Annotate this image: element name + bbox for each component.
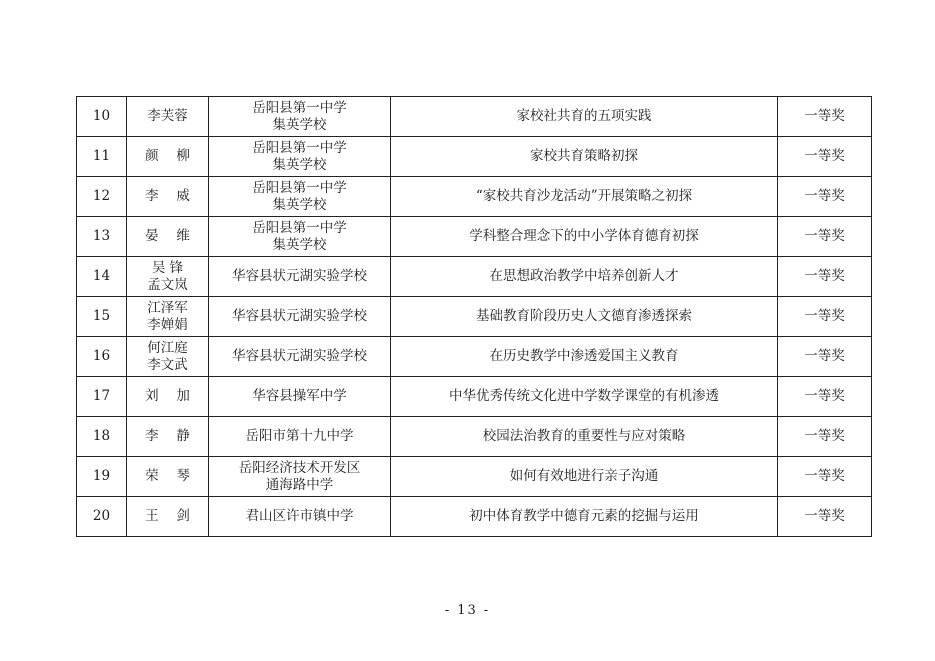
table-row — [77, 97, 872, 137]
table-row — [77, 257, 872, 297]
award-level: 一等奖 — [778, 217, 872, 257]
author-name: 李 静 — [145, 428, 197, 444]
award-level: 一等奖 — [778, 297, 872, 337]
paper-title: 家校共育策略初探 — [391, 137, 778, 177]
school-name — [209, 377, 391, 417]
author-names — [127, 217, 209, 257]
school-name — [209, 497, 391, 537]
author-name: 刘 加 — [145, 388, 197, 404]
school-line: 集英学校 — [272, 156, 327, 173]
author-name: 李芙蓉 — [147, 108, 188, 124]
row-number: 19 — [77, 457, 127, 497]
table-row — [77, 137, 872, 177]
school-name — [209, 257, 391, 297]
row-number: 10 — [77, 97, 127, 137]
school-name — [209, 297, 391, 337]
row-number: 11 — [77, 137, 127, 177]
page-number: - 13 - — [444, 603, 491, 618]
awards-table-body — [77, 97, 872, 537]
school-line: 华容县状元湖实验学校 — [232, 348, 367, 364]
author-name: 江泽军 — [147, 299, 188, 316]
paper-title: 学科整合理念下的中小学体育德育初探 — [391, 217, 778, 257]
table-row — [77, 497, 872, 537]
author-name: 王 剑 — [145, 508, 197, 524]
row-number: 12 — [77, 177, 127, 217]
author-name: 晏 维 — [145, 228, 197, 244]
award-level: 一等奖 — [778, 417, 872, 457]
school-name — [209, 337, 391, 377]
table-row — [77, 457, 872, 497]
author-names — [127, 97, 209, 137]
school-line: 华容县状元湖实验学校 — [232, 308, 367, 324]
school-line: 通海路中学 — [265, 476, 334, 493]
row-number: 13 — [77, 217, 127, 257]
school-name — [209, 457, 391, 497]
author-names — [127, 177, 209, 217]
row-number: 14 — [77, 257, 127, 297]
awards-table — [76, 96, 872, 537]
author-names — [127, 457, 209, 497]
award-level: 一等奖 — [778, 97, 872, 137]
author-names — [127, 337, 209, 377]
school-line: 华容县操军中学 — [252, 388, 347, 404]
row-number: 18 — [77, 417, 127, 457]
school-name — [209, 137, 391, 177]
school-line: 岳阳县第一中学 — [252, 99, 347, 116]
table-row — [77, 377, 872, 417]
paper-title: 基础教育阶段历史人文德育渗透探索 — [391, 297, 778, 337]
author-name: 李婵娟 — [147, 316, 188, 333]
school-line: 集英学校 — [272, 236, 327, 253]
award-level: 一等奖 — [778, 457, 872, 497]
table-row — [77, 337, 872, 377]
table-row — [77, 417, 872, 457]
paper-title: 中华优秀传统文化进中学数学课堂的有机渗透 — [391, 377, 778, 417]
author-name: 荣 琴 — [145, 468, 197, 484]
table-row — [77, 217, 872, 257]
school-line: 岳阳市第十九中学 — [245, 428, 354, 444]
row-number: 17 — [77, 377, 127, 417]
author-name: 何江庭 — [147, 339, 188, 356]
school-line: 岳阳县第一中学 — [252, 179, 347, 196]
award-level: 一等奖 — [778, 377, 872, 417]
author-names — [127, 257, 209, 297]
award-level: 一等奖 — [778, 177, 872, 217]
row-number: 15 — [77, 297, 127, 337]
table-row — [77, 297, 872, 337]
school-line: 华容县状元湖实验学校 — [232, 268, 367, 284]
row-number: 20 — [77, 497, 127, 537]
paper-title: “家校共育沙龙活动”开展策略之初探 — [391, 177, 778, 217]
author-name: 李 威 — [145, 188, 197, 204]
author-names — [127, 137, 209, 177]
paper-title: 在历史教学中渗透爱国主义教育 — [391, 337, 778, 377]
author-name: 李文武 — [147, 356, 188, 373]
school-line: 岳阳县第一中学 — [252, 219, 347, 236]
author-names — [127, 497, 209, 537]
paper-title: 如何有效地进行亲子沟通 — [391, 457, 778, 497]
school-name — [209, 417, 391, 457]
author-names — [127, 417, 209, 457]
author-name: 吴 锋 — [151, 259, 184, 276]
school-line: 集英学校 — [272, 196, 327, 213]
paper-title: 校园法治教育的重要性与应对策略 — [391, 417, 778, 457]
author-name: 颜 柳 — [145, 148, 197, 164]
award-level: 一等奖 — [778, 137, 872, 177]
paper-title: 初中体育教学中德育元素的挖掘与运用 — [391, 497, 778, 537]
paper-title: 在思想政治教学中培养创新人才 — [391, 257, 778, 297]
paper-title: 家校社共育的五项实践 — [391, 97, 778, 137]
award-level: 一等奖 — [778, 497, 872, 537]
school-name — [209, 217, 391, 257]
school-line: 集英学校 — [272, 116, 327, 133]
author-names — [127, 377, 209, 417]
award-level: 一等奖 — [778, 257, 872, 297]
author-names — [127, 297, 209, 337]
row-number: 16 — [77, 337, 127, 377]
school-name — [209, 177, 391, 217]
school-line: 岳阳经济技术开发区 — [238, 459, 361, 476]
school-line: 君山区许市镇中学 — [245, 508, 354, 524]
school-line: 岳阳县第一中学 — [252, 139, 347, 156]
award-level: 一等奖 — [778, 337, 872, 377]
table-row — [77, 177, 872, 217]
school-name — [209, 97, 391, 137]
author-name: 孟文岚 — [147, 276, 188, 293]
